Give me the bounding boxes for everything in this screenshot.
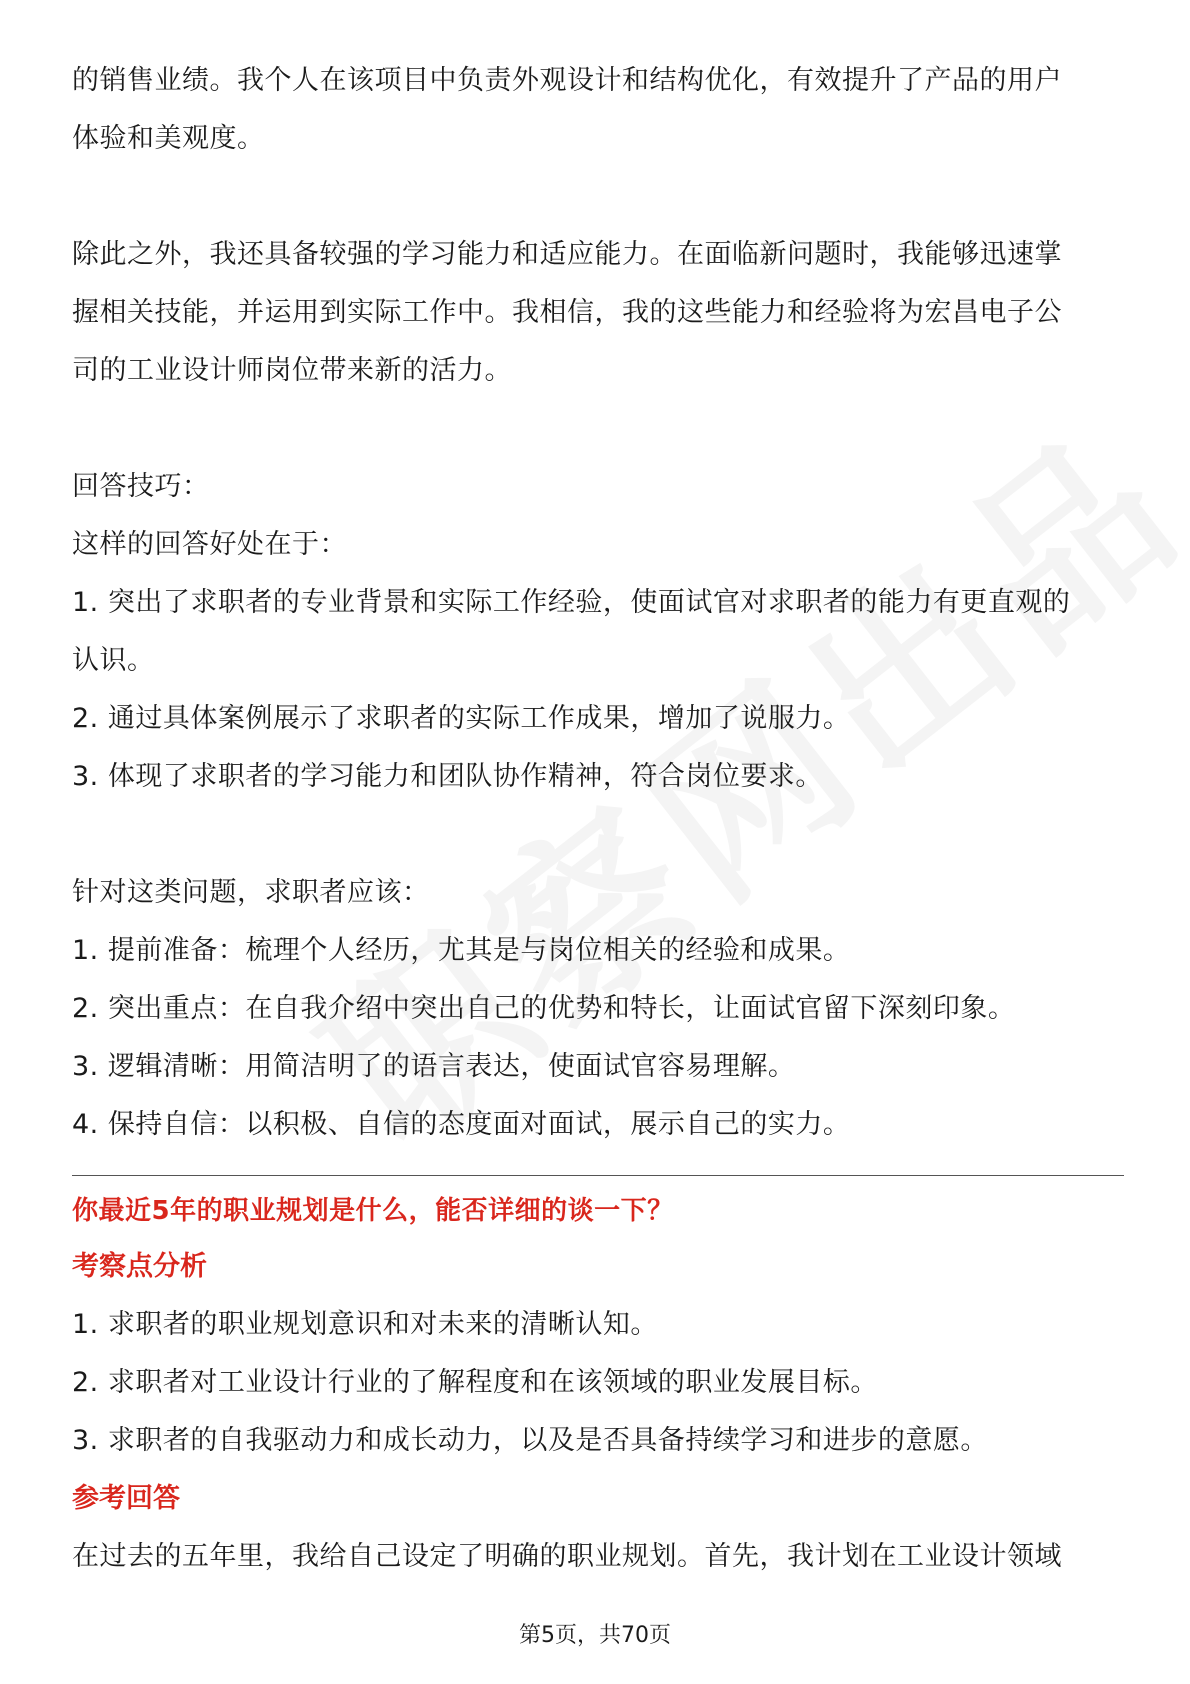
analysis-heading: 考察点分析: [72, 1251, 207, 1282]
page-body: [72, 52, 1122, 1154]
answer-start: 在过去的五年里，我给自己设定了明确的职业规划。首先，我计划在工业设计领域: [72, 1541, 1062, 1572]
question-body: [72, 1238, 1122, 1586]
intro-p1-line2: 体验和美观度。: [72, 123, 265, 154]
advice-item-2: 2. 突出重点：在自我介绍中突出自己的优势和特长，让面试官留下深刻印象。: [72, 993, 1016, 1024]
intro-p2-line1: 除此之外，我还具备较强的学习能力和适应能力。在面临新问题时，我能够迅速掌: [72, 239, 1062, 270]
analysis-item-3: 3. 求职者的自我驱动力和成长动力，以及是否具备持续学习和进步的意愿。: [72, 1425, 988, 1456]
question-title: 你最近5年的职业规划是什么，能否详细的谈一下？: [72, 1196, 674, 1226]
page-number: 第5页，共70页: [519, 1623, 671, 1648]
analysis-item-1: 1. 求职者的职业规划意识和对未来的清晰认知。: [72, 1309, 658, 1340]
tips-item-1-line2: 认识。: [72, 645, 155, 676]
tips-item-1-line1: 1. 突出了求职者的专业背景和实际工作经验，使面试官对求职者的能力有更直观的: [72, 587, 1071, 618]
intro-p1-line1: 的销售业绩。我个人在该项目中负责外观设计和结构优化，有效提升了产品的用户: [72, 65, 1062, 96]
analysis-item-2: 2. 求职者对工业设计行业的了解程度和在该领域的职业发展目标。: [72, 1367, 878, 1398]
advice-heading: 针对这类问题，求职者应该：: [72, 877, 430, 908]
tips-item-2: 2. 通过具体案例展示了求职者的实际工作成果，增加了说服力。: [72, 703, 851, 734]
answer-heading: 参考回答: [72, 1483, 180, 1514]
tips-heading: 回答技巧：: [72, 471, 210, 502]
intro-p2-line2: 握相关技能，并运用到实际工作中。我相信，我的这些能力和经验将为宏昌电子公: [72, 297, 1062, 328]
section-divider: [72, 1175, 1124, 1176]
advice-item-1: 1. 提前准备：梳理个人经历，尤其是与岗位相关的经验和成果。: [72, 935, 851, 966]
tips-subheading: 这样的回答好处在于：: [72, 529, 347, 560]
tips-item-3: 3. 体现了求职者的学习能力和团队协作精神，符合岗位要求。: [72, 761, 823, 792]
advice-item-4: 4. 保持自信：以积极、自信的态度面对面试，展示自己的实力。: [72, 1109, 851, 1140]
advice-item-3: 3. 逻辑清晰：用简洁明了的语言表达，使面试官容易理解。: [72, 1051, 796, 1082]
intro-p2-line3: 司的工业设计师岗位带来新的活力。: [72, 355, 512, 386]
